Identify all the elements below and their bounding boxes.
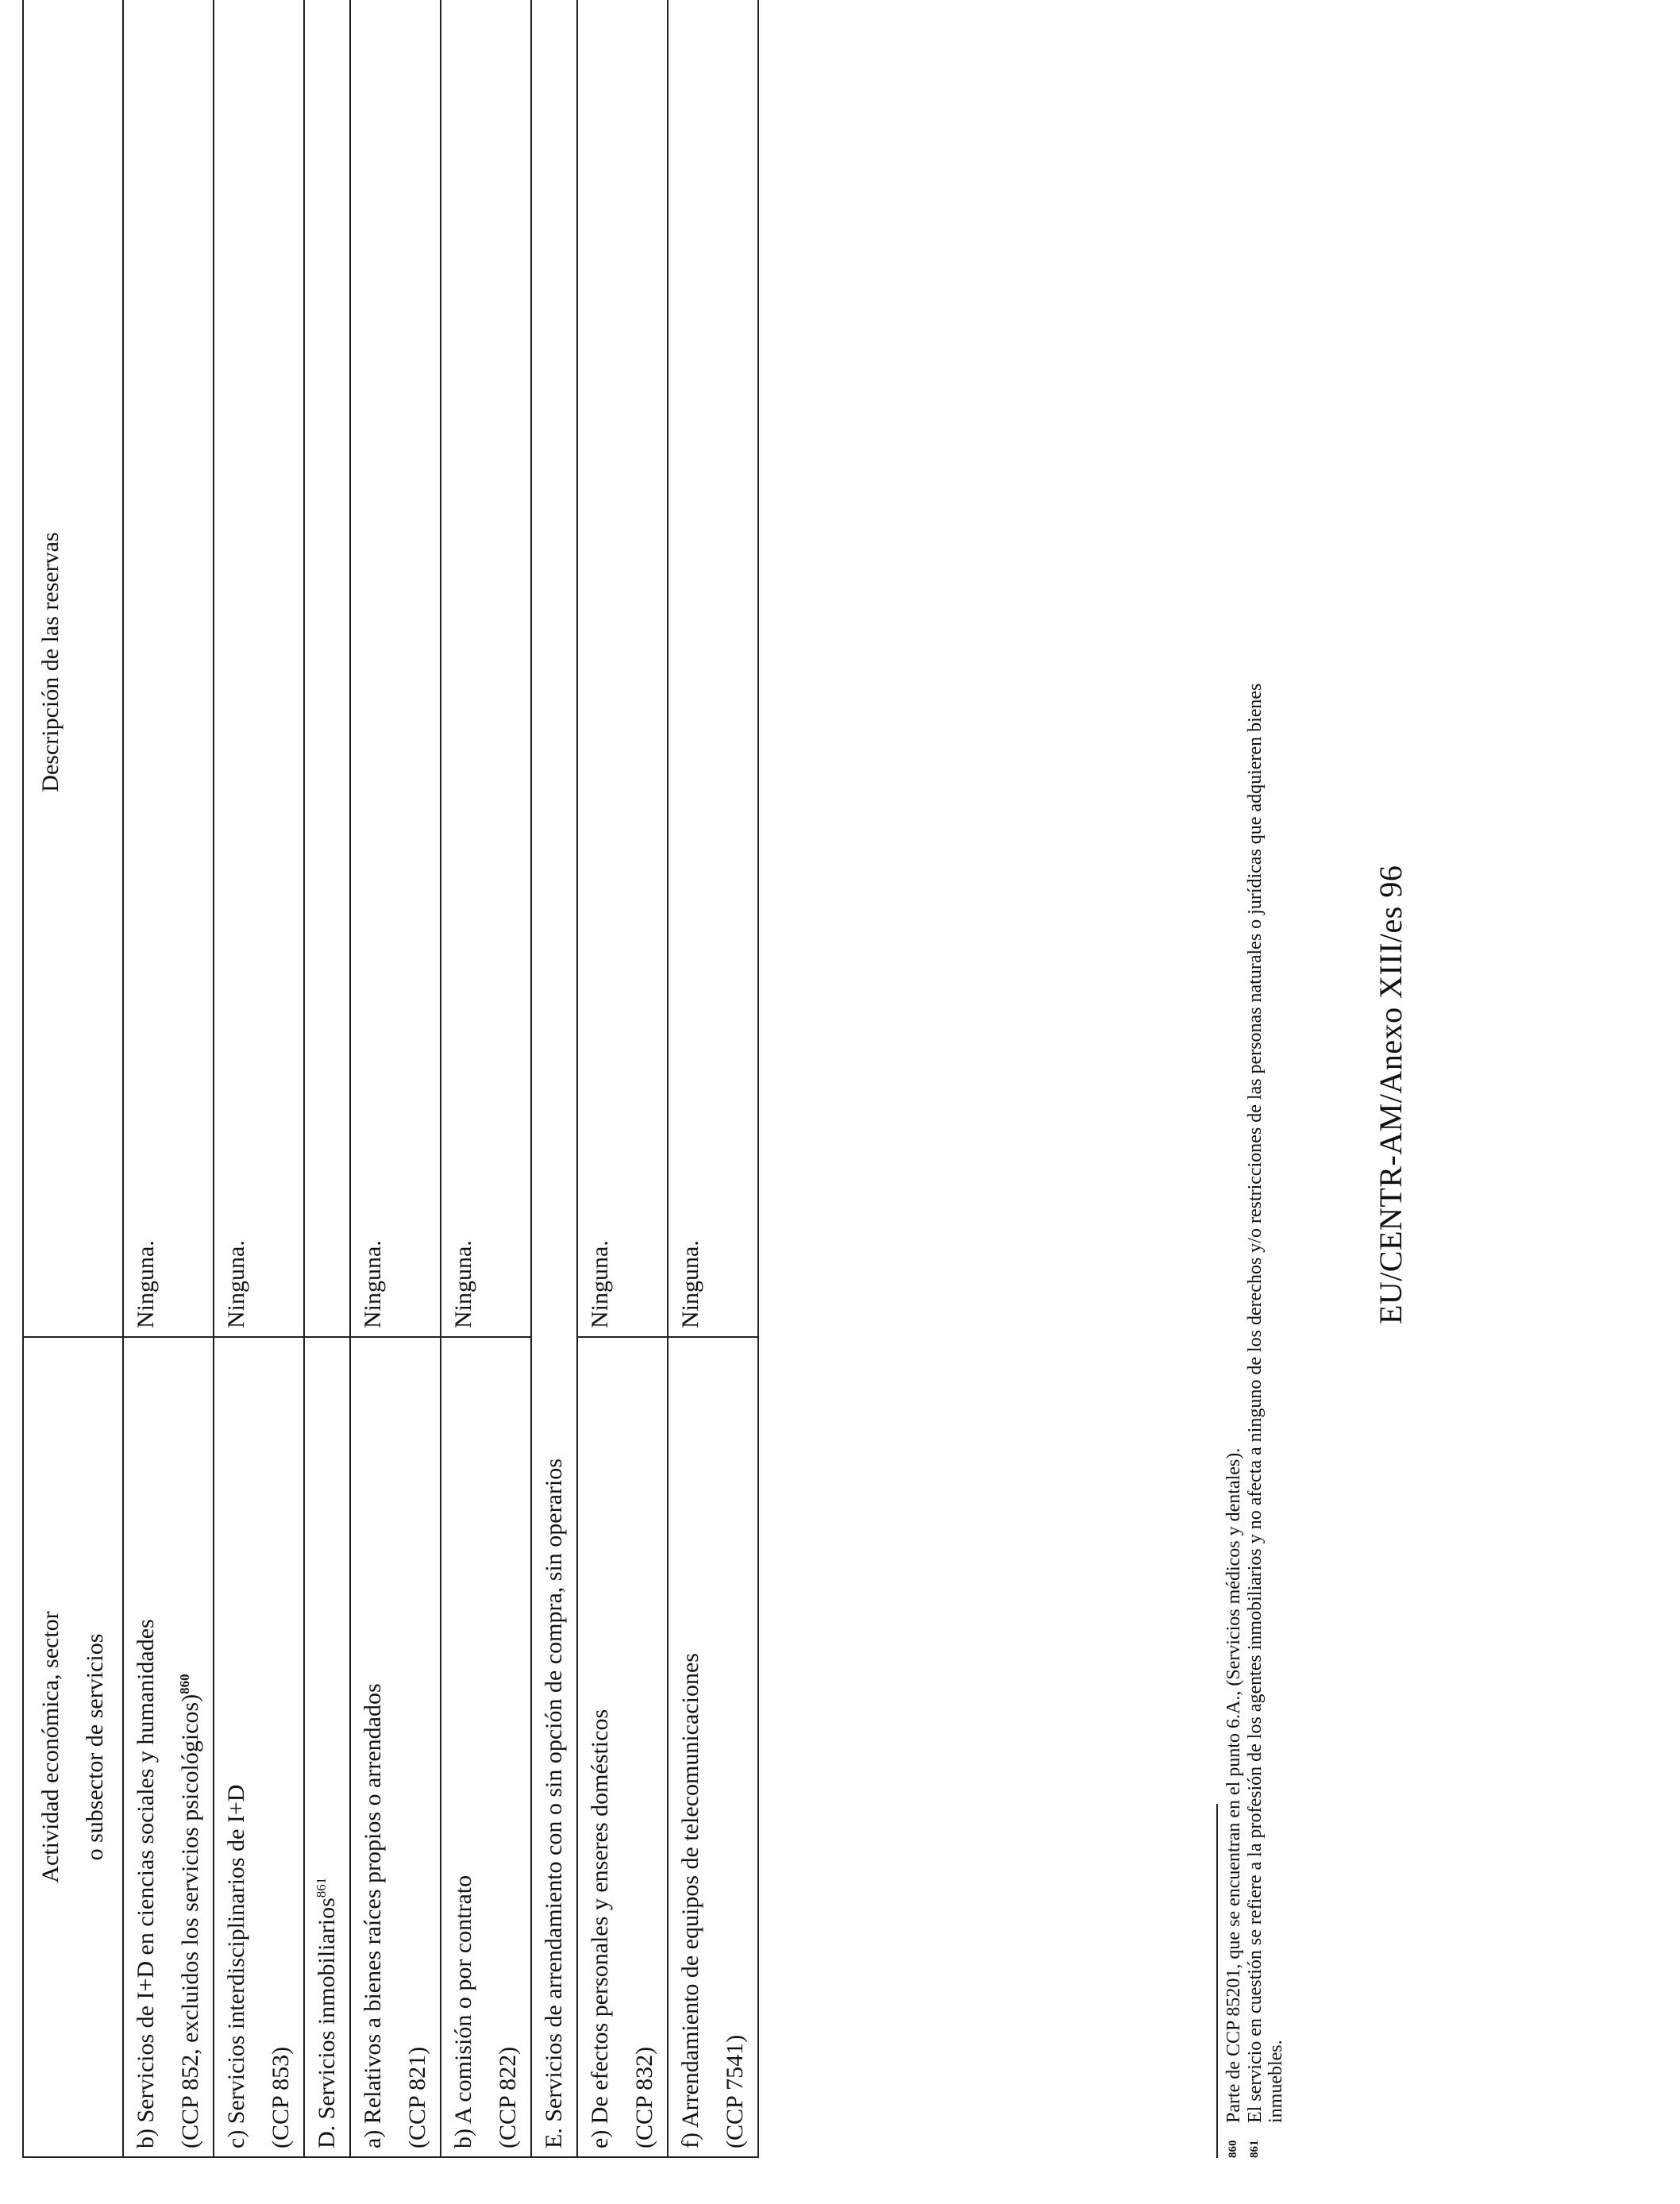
table-row bbox=[668, 0, 758, 2157]
sector-text: b) Servicios de I+D en ciencias sociales y humanidades bbox=[133, 1619, 159, 2148]
section-heading-cell bbox=[304, 1337, 350, 2157]
footnote-separator bbox=[1216, 1804, 1218, 2158]
footnote-number: 861 bbox=[1248, 2140, 1261, 2158]
empty-cell bbox=[304, 0, 350, 1337]
sector-cell bbox=[214, 1337, 304, 2157]
footnote-ref-861: 861 bbox=[314, 1877, 329, 1898]
sector-code: (CCP 822) bbox=[495, 2046, 521, 2148]
section-heading: E. Servicios de arrendamiento con o sin opción de compra, sin operarios bbox=[541, 1458, 567, 2148]
sector-text: e) De efectos personales y enseres domésticos bbox=[587, 1709, 613, 2148]
reserve-cell: Ninguna. bbox=[441, 0, 531, 1337]
table-row bbox=[304, 0, 350, 2157]
footnote-text-continued: inmuebles. bbox=[1266, 2040, 1286, 2123]
reservations-table bbox=[22, 0, 759, 2158]
header-sector-line1: Actividad económica, sector bbox=[37, 1611, 64, 1883]
sector-cell bbox=[350, 1337, 441, 2157]
sector-text: c) Servicios interdisciplinarios de I+D bbox=[223, 1784, 249, 2148]
table-row bbox=[350, 0, 441, 2157]
sector-code-line bbox=[168, 1346, 213, 2148]
table-header-row bbox=[23, 0, 123, 2157]
section-heading-line bbox=[305, 1346, 349, 2148]
reserve-cell: Ninguna. bbox=[350, 0, 441, 1337]
sector-text: b) A comisión o por contrato bbox=[450, 1875, 476, 2148]
reserve-cell: Ninguna. bbox=[577, 0, 668, 1337]
footnote-text: El servicio en cuestión se refiere a la profesión de los agentes inmobiliarios y no afecta a ninguno de los derechos y/o restricciones de las personas naturales o jurídicas que adquieren bienes bbox=[1245, 683, 1266, 2123]
reserve-cell: Ninguna. bbox=[668, 0, 758, 1337]
sector-code: (CCP 853) bbox=[268, 2046, 294, 2148]
sector-code: (CCP 832) bbox=[631, 2046, 657, 2148]
table-row bbox=[531, 0, 577, 2157]
reserve-cell: Ninguna. bbox=[214, 0, 304, 1337]
footnote-number: 860 bbox=[1227, 2140, 1239, 2158]
sector-text: a) Relativos a bienes raíces propios o arrendados bbox=[360, 1683, 386, 2148]
header-sector-line2: o subsector de servicios bbox=[82, 1633, 108, 1861]
page-reference: EU/CENTR-AM/Anexo XIII/es 96 bbox=[1373, 865, 1408, 1324]
table-row bbox=[123, 0, 214, 2157]
footnote-861 bbox=[1244, 684, 1286, 2158]
sector-cell bbox=[441, 1337, 531, 2157]
footnote-text: Parte de CCP 85201, que se encuentran en el punto 6.A., (Servicios médicos y dentales). bbox=[1223, 1447, 1244, 2123]
sector-cell bbox=[123, 1337, 214, 2157]
table-row bbox=[577, 0, 668, 2157]
section-heading-cell bbox=[531, 0, 577, 2157]
footnote-ref-860: 860 bbox=[177, 1674, 192, 1694]
header-sector bbox=[23, 1337, 123, 2157]
reserve-cell: Ninguna. bbox=[123, 0, 214, 1337]
sector-code: (CCP 852, excluidos los servicios psicológicos) bbox=[177, 1693, 203, 2148]
sector-code: (CCP 821) bbox=[404, 2046, 430, 2148]
sector-code: (CCP 7541) bbox=[722, 2034, 748, 2148]
footnote-860 bbox=[1223, 1448, 1244, 2158]
sector-cell bbox=[577, 1337, 668, 2157]
table-row bbox=[441, 0, 531, 2157]
header-reserves: Descripción de las reservas bbox=[23, 0, 123, 1337]
sector-text: f) Arrendamiento de equipos de telecomunicaciones bbox=[677, 1653, 703, 2148]
section-heading: D. Servicios inmobiliarios bbox=[314, 1898, 340, 2148]
table-row bbox=[214, 0, 304, 2157]
sector-cell bbox=[668, 1337, 758, 2157]
